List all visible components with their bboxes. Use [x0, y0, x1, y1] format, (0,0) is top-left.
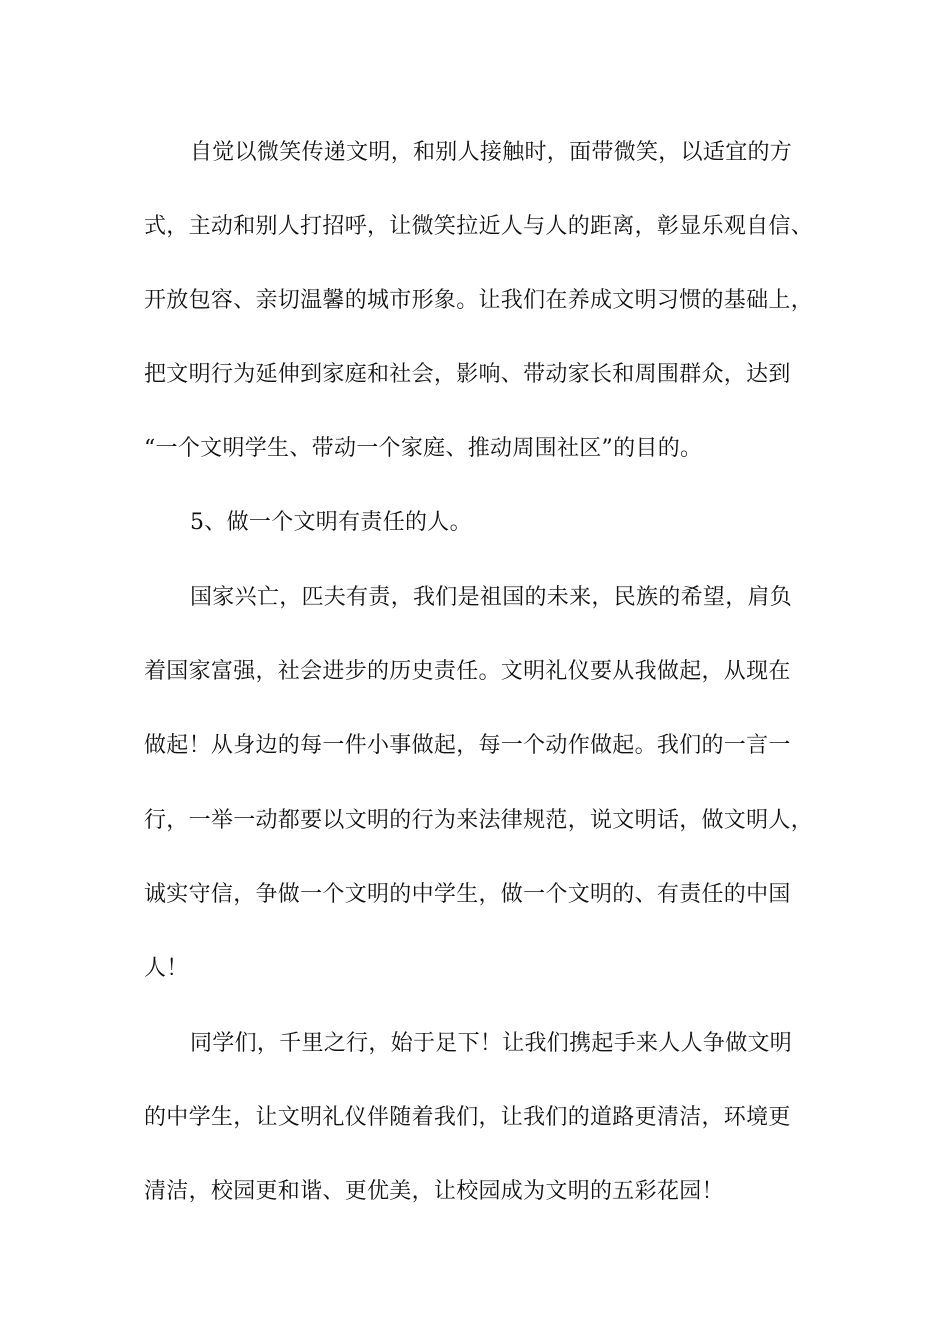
- paragraph-line: 国家兴亡，匹夫有责，我们是祖国的未来，民族的希望，肩负: [190, 585, 793, 610]
- paragraph-line: 的中学生，让文明礼仪伴随着我们，让我们的道路更清洁，环境更: [144, 1105, 791, 1130]
- paragraph-line: 诚实守信，争做一个文明的中学生，做一个文明的、有责任的中国: [144, 882, 791, 907]
- paragraph-line: 人！: [144, 956, 189, 981]
- section-heading: 5、做一个文明有责任的人。: [190, 510, 472, 535]
- paragraph-line: 做起！从身边的每一件小事做起，每一个动作做起。我们的一言一: [144, 733, 791, 758]
- paragraph-line: 开放包容、亲切温馨的城市形象。让我们在养成文明习惯的基础上，: [144, 288, 814, 313]
- paragraph-line: 自觉以微笑传递文明，和别人接触时，面带微笑，以适宜的方: [190, 140, 793, 165]
- paragraph-line: 着国家富强，社会进步的历史责任。文明礼仪要从我做起，从现在: [144, 659, 791, 684]
- paragraph-line: 清洁，校园更和谐、更优美，让校园成为文明的五彩花园！: [144, 1179, 724, 1204]
- paragraph-line: 把文明行为延伸到家庭和社会，影响、带动家长和周围群众，达到: [144, 362, 791, 387]
- paragraph-line: 同学们，千里之行，始于足下！让我们携起手来人人争做文明: [190, 1031, 793, 1056]
- paragraph-line: “一个文明学生、带动一个家庭、推动周围社区”的目的。: [144, 436, 703, 461]
- paragraph-line: 行，一举一动都要以文明的行为来法律规范，说文明话，做文明人，: [144, 808, 814, 833]
- paragraph-line: 式，主动和别人打招呼，让微笑拉近人与人的距离，彰显乐观自信、: [144, 214, 814, 239]
